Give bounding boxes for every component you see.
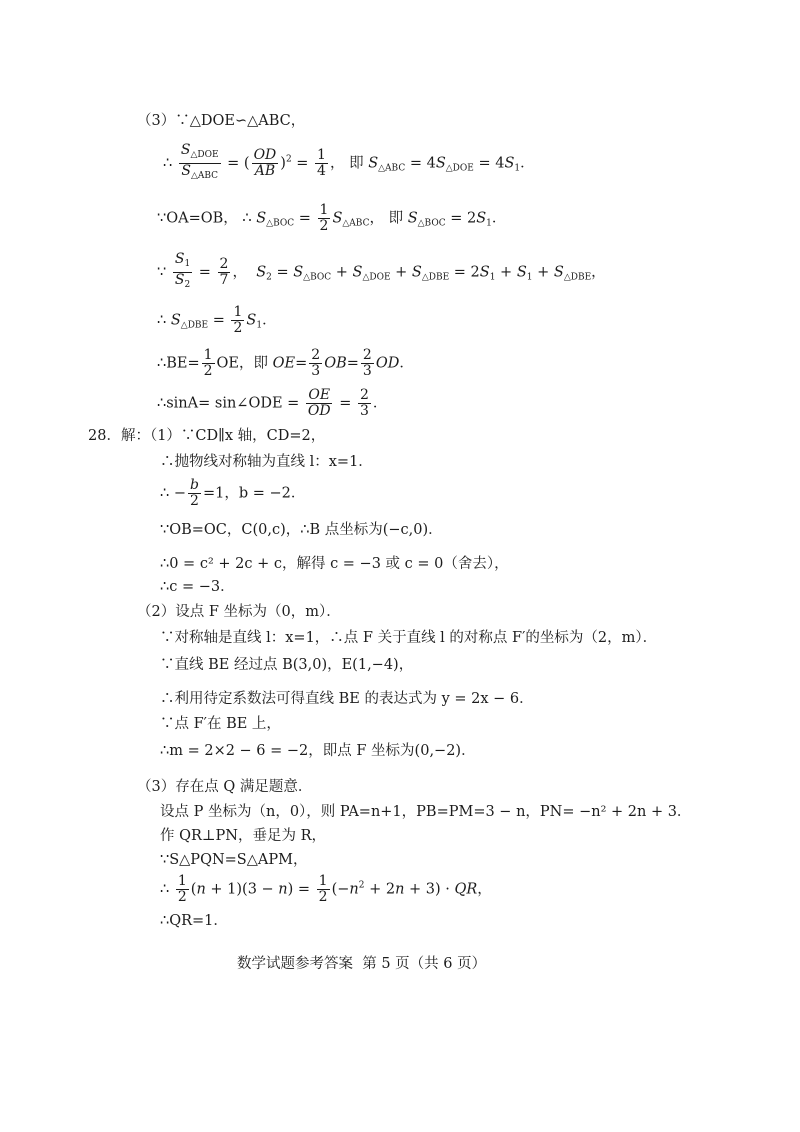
- q28-area-equality: ∵S△PQN=S△APM，: [160, 852, 308, 868]
- q28-qr-result: ∴QR=1．: [160, 913, 228, 929]
- footer-page-number: 第 5 页（共 6 页）: [362, 956, 487, 972]
- q27-sin-a-result: ∴sinA= sin∠ODE = $\frac{OE}{OD}$ = $\frac{2}{3}$ ．: [157, 387, 388, 419]
- q28-part1-header: 28．解：（1）∵CD∥x 轴，CD=2，: [88, 428, 326, 444]
- q28-part3-claim: （3）存在点 Q 满足题意．: [137, 779, 313, 795]
- q27-dbe-area-equation: ∴ $S_{\triangle DBE}$ = $\frac{1}{2}$ $S_1$．: [157, 304, 277, 336]
- footer-title: 数学试题参考答案: [237, 956, 353, 972]
- q28-qr-perpendicular: 作 QR⊥PN，垂足为 R，: [160, 828, 327, 844]
- q27-be-oe-relation: ∴BE= $\frac{1}{2}$ OE，即 OE= $\frac{2}{3}$ OB= $\frac{2}{3}$ OD．: [157, 347, 414, 379]
- q28-line-be-expression: ∴利用待定系数法可得直线 BE 的表达式为 y = 2x − 6．: [160, 691, 534, 707]
- q28-part2-setup: （2）设点 F 坐标为（0，m）．: [137, 604, 341, 620]
- q28-c-value: ∴c = −3．: [160, 579, 235, 595]
- q27-area-ratio-equation: ∴ $\frac{S_{\triangle DOE}}{S_{\triangle ABC}}$ = ( $\frac{OD}{AB}$ )$^2$ = $\frac{1}{4}$ ， 即 $S_{\triangle ABC} = 4S_{\triangle DOE} = 4S_1$．: [163, 142, 535, 181]
- q28-axis-of-symmetry: ∴抛物线对称轴为直线 l：x=1．: [160, 454, 373, 470]
- q28-f-prime-on-be: ∵点 F′在 BE 上，: [160, 716, 281, 732]
- q28-b-point-coordinate: ∵OB=OC，C(0,c)，∴B 点坐标为(−c,0)．: [160, 522, 443, 538]
- q28-symmetric-point: ∵对称轴是直线 l：x=1，∴点 F 关于直线 l 的对称点 F′的坐标为（2，m）．: [160, 630, 658, 646]
- q28-c-equation: ∴0 = c² + 2c + c，解得 c = −3 或 c = 0（舍去），: [160, 556, 509, 572]
- q28-f-coordinate: ∴m = 2×2 − 6 = −2，即点 F 坐标为(0,−2)．: [160, 743, 476, 759]
- q28-area-equation: ∴ $\frac{1}{2}$ (n + 1)(3 − n) = $\frac{1}{2}$ $(-n^2 + 2n + 3)$ · QR，: [160, 873, 492, 905]
- page-footer: [237, 952, 486, 973]
- q28-b-value-equation: ∴ − $\frac{b}{2}$ =1，b = −2．: [160, 477, 306, 509]
- q28-line-be-points: ∵直线 BE 经过点 B(3,0)，E(1,−4)，: [160, 657, 414, 673]
- q27-s1-s2-ratio-equation: ∵ $\frac{S_1}{S_2}$ = $\frac{2}{7}$ ， $S_2 = S_{\triangle BOC} + S_{\triangle DOE} + S_{\triangle DBE} = 2S_1 + S_1 + S_{\triangle DBE}$，: [157, 251, 606, 290]
- q27-part3-given: （3）∵△DOE∽△ABC，: [137, 113, 306, 129]
- q27-boc-area-equation: ∵OA=OB， ∴ $S_{\triangle BOC}$ = $\frac{1}{2}$ $S_{\triangle ABC}$， 即 $S_{\triangle BOC} = 2S_1$．: [157, 202, 507, 234]
- q28-p-coordinate-lengths: 设点 P 坐标为（n，0），则 PA=n+1，PB=PM=3 − n，PN= −n² + 2n + 3．: [160, 804, 692, 820]
